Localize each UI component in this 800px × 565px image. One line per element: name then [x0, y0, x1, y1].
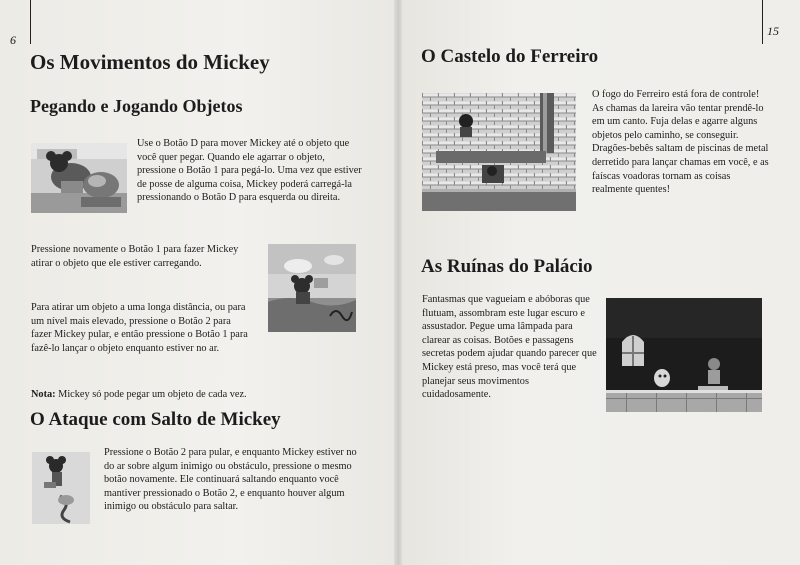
heading-jump-attack: O Ataque com Salto de Mickey — [30, 409, 281, 430]
margin-rule-left — [30, 0, 31, 44]
screenshot-mickey-carrying — [31, 143, 127, 213]
jump-paragraph: Pressione o Botão 2 para pular, e enquanto Mickey estiver no do ar sobre algum inimigo ou obstáculo, pressione o mesmo botão novamente. Ele continuará saltando enquanto você mantiver pressionado o Botão 2, e enquanto houver algum inimigo ou obstáculo para saltar. — [104, 447, 357, 513]
pick-paragraph-1: Use o Botão D para mover Mickey até o objeto que você quer pegar. Quando ele agarrar o objeto, pressione o Botão 1 para pegá-lo. Uma vez que estiver de posse de alguma coisa, Mickey poderá carregá-la pressionando o Botão D para esquerda ou direita. — [137, 138, 362, 204]
heading-ruins: As Ruínas do Palácio — [421, 256, 593, 277]
page-number-right: 15 — [767, 24, 779, 38]
page-title: Os Movimentos do Mickey — [30, 50, 270, 74]
ruins-paragraph: Fantasmas que vagueiam e abóboras que flutuam, assombram este lugar escuro e assustador. Pegue uma lâmpada para clarear as coisas. Botões e passagens secretas podem ajudar quando parecer que Mickey está preso, mas você terá que planejar seus movimentos cuidadosamente. — [422, 294, 597, 401]
note-text: Mickey só pode pegar um objeto de cada vez. — [55, 389, 247, 400]
page-gutter — [394, 0, 402, 565]
pick-paragraph-2: Pressione novamente o Botão 1 para fazer Mickey atirar o objeto que ele estiver carregando. — [31, 244, 239, 269]
screenshot-castle — [422, 93, 576, 211]
screenshot-palace-ruins — [606, 298, 762, 412]
heading-castle: O Castelo do Ferreiro — [421, 46, 599, 67]
screenshot-mickey-jump — [32, 452, 90, 524]
margin-rule-right — [762, 0, 763, 44]
pick-paragraph-3: Para atirar um objeto a uma longa distância, ou para um nível mais elevado, pressione o Botão 2 para fazer Mickey pular, e então pressione o Botão 1 para fazê-lo lançar o objeto enquanto estiver no ar. — [31, 302, 248, 354]
page-number-left: 6 — [10, 33, 16, 47]
right-page — [398, 0, 800, 565]
screenshot-mickey-throwing — [268, 244, 356, 332]
pick-note — [31, 388, 331, 402]
castle-paragraph: O fogo do Ferreiro está fora de controle! As chamas da lareira vão tentar prendê-lo em um canto. Fuja delas e agarre alguns objetos pelo caminho, se conseguir. Dragões-bebês saltam de piscinas de metal derretido para lançar chamas em você, e as faíscas voadoras tornam as coisas realmente quentes! — [592, 89, 769, 196]
note-label: Nota: — [31, 389, 56, 400]
heading-pick-throw: Pegando e Jogando Objetos — [30, 96, 243, 116]
